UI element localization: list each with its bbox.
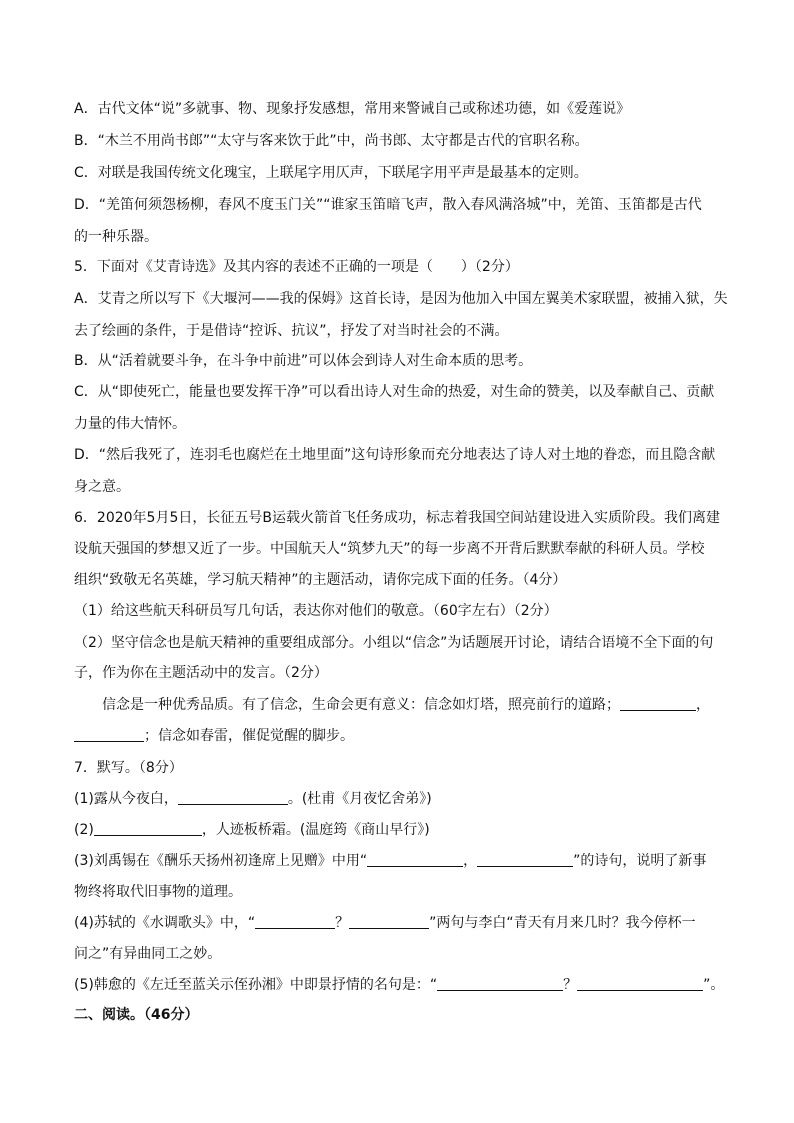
q7-item-4-line2: 问之”有异曲同工之妙。 xyxy=(74,946,222,962)
answer-blank[interactable] xyxy=(367,852,463,867)
option-d-continuation: 的一种乐器。 xyxy=(74,229,158,245)
belief-text-c: ；信念如春雷，催促觉醒的脚步。 xyxy=(144,728,354,744)
q7-item-5-mark: ？ xyxy=(563,977,578,993)
answer-blank[interactable] xyxy=(620,696,696,711)
answer-blank[interactable] xyxy=(577,976,703,991)
question-5-stem: 5．下面对《艾青诗选》及其内容的表述不正确的一项是（ ）（2分） xyxy=(74,259,519,275)
option-d-line: D．“羌笛何须怨杨柳，春风不度玉门关”“谁家玉笛暗飞声，散入春风满洛城”中，羌笛、玉笛都是古代 xyxy=(74,197,702,213)
question-6-line3: 组织“致敬无名英雄，学习航天精神”的主题活动，请你完成下面的任务。（4分） xyxy=(74,572,567,588)
q7-item-2-text: ，人迹板桥霜。(温庭筠《商山早行》) xyxy=(201,822,430,838)
q7-item-1 xyxy=(74,790,724,808)
q7-item-3-text: (3)刘禹锡在《酬乐天扬州初逢席上见赠》中用“ xyxy=(74,853,368,869)
q7-item-4-line1 xyxy=(74,914,724,932)
belief-sentence-line1 xyxy=(102,696,722,714)
q5-option-a-line2: 去了绘画的条件，于是借诗“控诉、抗议”，抒发了对当时社会的不满。 xyxy=(74,323,509,339)
section-2-heading: 二、阅读。（46分） xyxy=(74,1007,199,1023)
q7-item-3-comma: ， xyxy=(463,853,478,869)
q7-item-4-text: (4)苏轼的《水调歌头》中，“ xyxy=(74,915,256,931)
question-6-line2: 设航天强国的梦想又近了一步。中国航天人“筑梦九天”的每一步离不开背后默默奉献的科研人员。学校 xyxy=(74,541,705,557)
belief-sentence-line2 xyxy=(74,727,724,745)
q6-task-2-line1: （2）坚守信念也是航天精神的重要组成部分。小组以“信念”为话题展开讨论，请结合语境不全下面的句 xyxy=(74,635,714,651)
q5-option-a-line1: A．艾青之所以写下《大堰河——我的保姆》这首长诗，是因为他加入中国左翼美术家联盟，被捕入狱，失 xyxy=(74,291,728,307)
q5-option-d-line2: 身之意。 xyxy=(74,479,130,495)
q7-item-3-line1 xyxy=(74,852,724,870)
option-b-line: B．“木兰不用尚书郎”“太守与客来饮于此”中，尚书郎、太守都是古代的官职名称。 xyxy=(74,133,589,149)
q7-item-3-line2: 物终将取代旧事物的道理。 xyxy=(74,884,242,900)
answer-blank[interactable] xyxy=(255,914,335,929)
q6-task-1: （1）给这些航天科研员写几句话，表达你对他们的敬意。（60字左右）（2分） xyxy=(74,603,558,619)
q5-option-c-line1: C．从“即使死亡，能量也要发挥干净”可以看出诗人对生命的热爱，对生命的赞美，以及奉献自己、贡献 xyxy=(74,384,715,400)
belief-text-a: 信念是一种优秀品质。有了信念，生命会更有意义：信念如灯塔，照亮前行的道路； xyxy=(102,697,620,713)
question-6-line1: 6．2020年5月5日，长征五号B运载火箭首飞任务成功，标志着我国空间站建设进入实质阶段。我们离建 xyxy=(74,510,720,526)
q7-item-1-source: 。(杜甫《月夜忆舍弟》) xyxy=(287,791,432,807)
belief-text-b: ， xyxy=(696,697,710,713)
q7-item-1-text: (1)露从今夜白， xyxy=(74,791,178,807)
q7-item-5-text: (5)韩愈的《左迁至蓝关示侄孙湘》中即景抒情的名句是：“ xyxy=(74,977,438,993)
q7-item-2 xyxy=(74,821,724,839)
q7-item-5-tail: ”。 xyxy=(703,977,725,993)
q5-option-b: B．从“活着就要斗争，在斗争中前进”可以体会到诗人对生命本质的思考。 xyxy=(74,353,533,369)
q7-item-3-tail: ”的诗句，说明了新事 xyxy=(573,853,707,869)
q6-task-2-line2: 子，作为你在主题活动中的发言。（2分） xyxy=(74,665,328,681)
q7-item-4-tail: ”两句与李白“青天有月来几时？我今停杯一 xyxy=(429,915,696,931)
q7-item-2-number: (2) xyxy=(74,822,94,838)
answer-blank[interactable] xyxy=(437,976,563,991)
question-7-title: 7．默写。（8分） xyxy=(74,760,183,776)
answer-blank[interactable] xyxy=(74,727,144,742)
answer-blank[interactable] xyxy=(349,914,429,929)
answer-blank[interactable] xyxy=(477,852,573,867)
q5-option-c-line2: 力量的伟大情怀。 xyxy=(74,416,186,432)
option-a-line: A．古代文体“说”多就事、物、现象抒发感想，常用来警诫自己或称述功德，如《爱莲说》 xyxy=(74,101,631,117)
answer-blank[interactable] xyxy=(178,790,288,805)
q7-item-4-mark: ？ xyxy=(335,915,350,931)
q7-item-5 xyxy=(74,976,724,994)
q5-option-d-line1: D．“然后我死了，连羽毛也腐烂在土地里面”这句诗形象而充分地表达了诗人对土地的眷恋，而且隐含献 xyxy=(74,447,716,463)
option-c-line: C．对联是我国传统文化瑰宝，上联尾字用仄声，下联尾字用平声是最基本的定则。 xyxy=(74,165,588,181)
answer-blank[interactable] xyxy=(94,821,202,836)
